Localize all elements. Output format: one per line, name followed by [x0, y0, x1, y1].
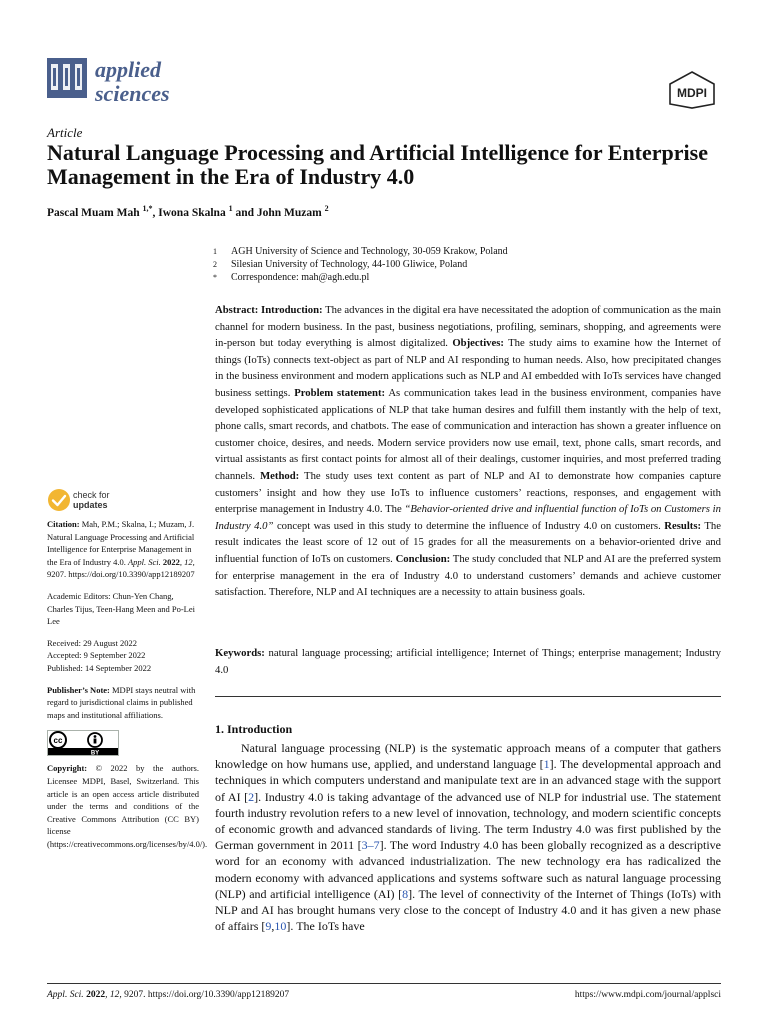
abstract-objectives-text: The study aims to examine how the Internet of things (IoTs) connects text-object as part of NLP and AI responding to human needs. Also, how precipitated changes in the business environment and modern applications such as NLP and AI embedded with IoTs services have changed business settings. [215, 337, 721, 399]
abstract-conclusion-label: Conclusion: [395, 552, 451, 565]
reference-link[interactable]: 1 [543, 757, 550, 772]
citation-journal: Appl. Sci. [127, 556, 161, 567]
footer-doi[interactable]: 9207. https://doi.org/10.3390/app12189207 [121, 990, 290, 1000]
check-updates-line2: updates [73, 500, 108, 510]
intro-text: ]. The developmental approach and techniques in which computers understand and manipulate text are in an advanced stage with the support of AI [ [215, 757, 721, 804]
abstract-results-label: Results: [664, 519, 702, 532]
abstract-method-concept: “Behavior-oriented drive and influential function of IoTs on Customers in Industry 4.0” [215, 503, 721, 532]
author-name: Pascal Muam Mah [47, 206, 140, 219]
mdpi-logo-icon [666, 70, 718, 110]
footer-journal: Appl. Sci. [47, 990, 84, 1000]
abstract-intro-label: Introduction: [261, 304, 323, 316]
reference-link[interactable]: 9 [265, 919, 272, 934]
author-affiliation-mark: 2 [324, 204, 329, 213]
abstract-method-text: The study uses text content as part of NLP and AI to demonstrate how companies capture customers’ insight and how they use IoTs to influence customers’ reactions, responses, and engagement with enterprise management in Industry 4.0. The [215, 469, 722, 516]
journal-name-line2: sciences [95, 81, 170, 106]
abstract-results-text: The result indicates the least score of 12 out of 15 grades for all the measurements on a behavior-oriented drive and influential function of IoTs on customers. [215, 519, 721, 565]
author-list [47, 204, 329, 219]
publisher-note-label: Publisher’s Note: [47, 684, 110, 695]
paper-title: Natural Language Processing and Artificial Intelligence for Enterprise Management in the Era of Industry 4.0 [47, 140, 708, 189]
reference-link[interactable]: 8 [402, 886, 409, 901]
published-date: Published: 14 September 2022 [47, 662, 152, 673]
citation-label: Citation: [47, 519, 80, 529]
footer-volume: , 12, [105, 990, 122, 1000]
affiliation-mark: * [213, 273, 217, 282]
citation-doi[interactable]: 9207. https://doi.org/10.3390/app12189207 [47, 569, 195, 580]
journal-name [95, 58, 170, 106]
author-name: Iwona Skalna [158, 206, 226, 219]
intro-text: ]. The level of connectivity of the Internet of Things (IoTs) with NLP and AI has brought humans very close to the concept of Industry 4.0 and it has given a new phase of affairs [ [215, 886, 721, 934]
academic-editors: Academic Editors: Chun-Yen Chang, Charles Tijus, Teen-Hang Meen and Po-Lei Lee [47, 590, 195, 627]
citation-block [47, 518, 199, 581]
author-separator: , [152, 206, 159, 219]
check-for-updates-button[interactable] [47, 488, 127, 514]
citation-volume: , 12, [179, 556, 195, 567]
applied-sciences-logo-icon [47, 58, 87, 98]
abstract-conclusion-text: The study concluded that NLP and AI are the preferred system for enterprise management in the era of Industry 4.0 to understand customers’ demands and achieve customer satisfaction. Therefore, NLP and AI techniques are a necessity to attain business goals. [215, 552, 722, 599]
received-date: Received: 29 August 2022 [47, 637, 137, 648]
abstract-method-label: Method: [260, 469, 300, 482]
intro-text: Natural language processing (NLP) is the systematic approach means of a computer that gathers knowledge on how humans use, applied, and understand language [ [215, 741, 721, 772]
copyright-label: Copyright: [47, 763, 88, 774]
affiliation-item [213, 245, 723, 258]
cc-by-text: BY [90, 750, 100, 757]
keywords-text: natural language processing; artificial intelligence; Internet of Things; enterprise management; Industry 4.0 [215, 647, 721, 676]
author-affiliation-mark: 1,* [142, 204, 153, 213]
mdpi-logo-text: MDPI [677, 86, 707, 100]
copyright-notice [47, 762, 208, 850]
reference-separator: , [271, 919, 275, 934]
publisher-note [47, 684, 199, 722]
sidebar-article-info [47, 518, 208, 859]
affiliation-item [213, 258, 723, 271]
intro-text: ]. The word Industry 4.0 has been globally recognized as a descriptive word for an economy with advanced industrialization. The new technology era has radicalized the modern economy with advanced applications and systems software such as natural language processing (NLP) and artificial intelligence (AI) [ [215, 838, 721, 901]
affiliations [213, 245, 723, 284]
journal-name-line1: applied [95, 57, 161, 82]
cc-by-license-icon[interactable] [47, 730, 119, 756]
author-separator: and [232, 206, 257, 219]
reference-link[interactable]: 2 [248, 789, 255, 804]
abstract-intro-text: The advances in the digital era have necessitated the adoption of communication as the main channel for modern business. In the past, business negotiations, profiling, seminars, shopping, and agreements were in-person but today everything is almost digitalized. [215, 304, 722, 350]
affiliation-item [213, 271, 723, 284]
article-type: Article [47, 125, 83, 140]
affiliation-text: Silesian University of Technology, 44-100 Gliwice, Poland [231, 259, 468, 270]
correspondence-email[interactable]: Correspondence: mah@agh.edu.pl [231, 272, 370, 283]
accepted-date: Accepted: 9 September 2022 [47, 650, 146, 661]
section-divider [215, 696, 721, 697]
check-updates-label [73, 490, 110, 510]
footer-citation [47, 990, 289, 1000]
footer-rule [47, 983, 721, 984]
abstract-label: Abstract: [215, 304, 259, 316]
abstract-method-text-2: concept was used in this study to determine the influence of Industry 4.0 on customers. [273, 519, 665, 532]
citation-year: 2022 [160, 556, 180, 567]
abstract-objectives-label: Objectives: [452, 337, 504, 350]
author-name: John Muzam [256, 206, 322, 219]
citation-text: Mah, P.M.; Skalna, I.; Muzam, J. Natural Language Processing and Artificial Intelligence for Enterprise Management in the Era of Industry 4.0. [47, 519, 195, 567]
svg-text:cc: cc [53, 736, 63, 746]
footer-journal-url[interactable]: https://www.mdpi.com/journal/applsci [574, 990, 721, 1000]
check-updates-icon [47, 488, 71, 512]
check-updates-line1: check for [73, 490, 110, 500]
keywords-label: Keywords: [215, 647, 265, 659]
affiliation-text: AGH University of Science and Technology, 30-059 Krakow, Poland [231, 246, 508, 257]
keywords [215, 645, 721, 678]
abstract-problem-text: As communication takes lead in the business environment, companies have developed sophisticated applications of NLP that take human desires and fulfill them instantly with the help of text, phone calls, smart records, and chatbots. The ease of communication and interaction has shown a greater influence on customer choice, desires, and needs. Modern service providers now use email, text, phone calls, smart records, and virtual assistants as first contact points for almost all of their dealings, customer inquiries, and most preferred trading channels. [215, 386, 721, 482]
reference-link[interactable]: 10 [274, 919, 287, 934]
dates-block [47, 637, 199, 675]
abstract-problem-label: Problem statement: [294, 386, 386, 399]
affiliation-mark: 1 [213, 247, 217, 256]
reference-link[interactable]: 3–7 [361, 838, 380, 853]
author-affiliation-mark: 1 [228, 204, 233, 213]
publisher-note-text: MDPI stays neutral with regard to jurisdictional claims in published maps and institutional affiliations. [47, 684, 196, 720]
introduction-paragraph [215, 740, 721, 934]
abstract [215, 302, 721, 601]
intro-text: ]. Industry 4.0 is taking advantage of the advanced use of NLP for industrial use. The statement fourth industry revolution refers to a new level of innovation, technology, and modern scientific concepts of economic growth and advanced standards of living. The term Industry 4.0 was first published by the German government in 2011 [ [215, 789, 721, 853]
footer-year: 2022 [83, 990, 106, 1000]
section-heading-introduction: 1. Introduction [215, 722, 293, 736]
intro-text: ]. The IoTs have [286, 919, 365, 934]
copyright-text: © 2022 by the authors. Licensee MDPI, Basel, Switzerland. This article is an open access article distributed under the terms and conditions of the Creative Commons Attribution (CC BY) license (https://creativecommons.org/licenses/by/4.0/). [47, 763, 208, 849]
affiliation-mark: 2 [213, 260, 217, 269]
